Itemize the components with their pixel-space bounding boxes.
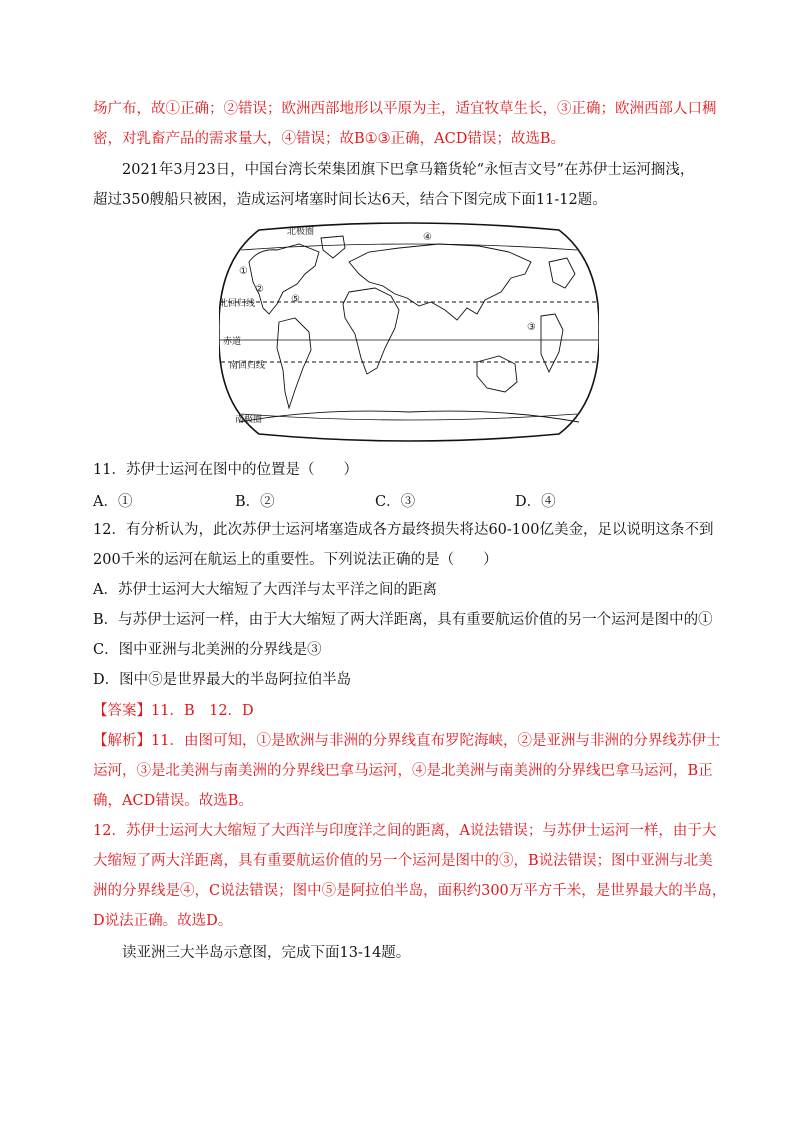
q11-option-b: B．②: [235, 494, 275, 510]
analysis-line-1: [93, 731, 721, 751]
marker-4: ④: [423, 232, 432, 243]
marker-5: ⑤: [291, 294, 300, 305]
q12-option-d: D．图中⑤是世界最大的半岛阿拉伯半岛: [93, 672, 352, 688]
q11-option-c: C．③: [375, 494, 416, 510]
analysis-line-5: 大缩短了两大洋距离，具有重要航运价值的另一个运河是图中的③，B说法错误；图中亚洲与北美: [93, 853, 713, 869]
intro-line-1: 2021年3月23日，中国台湾长荣集团旗下巴拿马籍货轮“永恒吉文号”在苏伊士运河搁浅，: [122, 162, 695, 178]
world-map-svg: [219, 222, 599, 442]
analysis-line-4: 12．苏伊士运河大大缩短了大西洋与印度洋之间的距离，A说法错误；与苏伊士运河一样，由于大: [93, 823, 717, 839]
world-map-figure: [219, 222, 599, 442]
prev-answer-line-1: 场广布，故①正确；②错误；欧洲西部地形以平原为主，适宜牧草生长，③正确；欧洲西部人口稠: [93, 101, 717, 117]
analysis-line-7: D说法正确。故选D。: [93, 913, 233, 929]
marker-2: ②: [255, 284, 264, 295]
tropic-cancer-label: 北回归线: [219, 299, 256, 309]
q12-option-b: B．与苏伊士运河一样，由于大大缩短了两大洋距离，具有重要航运价值的另一个运河是图中的①: [93, 612, 713, 628]
map-frame: [219, 223, 599, 441]
q11-stem: 11．苏伊士运河在图中的位置是（ ）: [93, 462, 358, 478]
q12-stem-line-1: 12．有分析认为，此次苏伊士运河堵塞造成各方最终损失将达60-100亿美金，足以说明这条不到: [93, 522, 714, 538]
marker-1: ①: [239, 266, 248, 277]
analysis-line-2: 运河，③是北美洲与南美洲的分界线巴拿马运河，④是北美洲与南美洲的分界线巴拿马运河，B正: [93, 763, 713, 779]
q12-option-a: A．苏伊士运河大大缩短了大西洋与太平洋之间的距离: [93, 582, 437, 598]
marker-3: ③: [527, 322, 536, 333]
q11-option-d: D．④: [515, 494, 556, 510]
analysis-text-1: 11．由图可知，①是欧洲与非洲的分界线直布罗陀海峡，②是亚洲与非洲的分界线苏伊士: [151, 733, 721, 749]
tropic-capricorn-label: 南回归线: [229, 361, 266, 371]
analysis-line-3: 确，ACD错误。故选B。: [93, 793, 253, 809]
prev-answer-line-2: 密，对乳畜产品的需求量大，④错误；故B①③正确，ACD错误；故选B。: [93, 131, 565, 147]
answer-tag: 【答案】: [93, 703, 151, 719]
answer-line: [93, 701, 713, 721]
q12-stem-line-2: 200千米的运河在航运上的重要性。下列说法正确的是（ ）: [93, 552, 498, 568]
arctic-circle-label: 北极圈: [287, 227, 315, 237]
q11-option-a: A．①: [93, 494, 133, 510]
analysis-line-6: 洲的分界线是④，C说法错误；图中⑤是阿拉伯半岛，面积约300万平方千米，是世界最大的半岛，: [93, 883, 727, 899]
q11-options: [93, 490, 713, 510]
analysis-tag: 【解析】: [93, 733, 151, 749]
antarctic-circle-label: 南极圈: [235, 415, 263, 425]
q12-option-c: C．图中亚洲与北美洲的分界线是③: [93, 642, 322, 658]
next-intro: 读亚洲三大半岛示意图，完成下面13-14题。: [122, 945, 411, 961]
answer-text: 11．B 12．D: [151, 703, 254, 719]
equator-label: 赤道: [223, 337, 242, 347]
intro-line-2: 超过350艘船只被困，造成运河堵塞时间长达6天，结合下图完成下面11-12题。: [93, 192, 607, 208]
